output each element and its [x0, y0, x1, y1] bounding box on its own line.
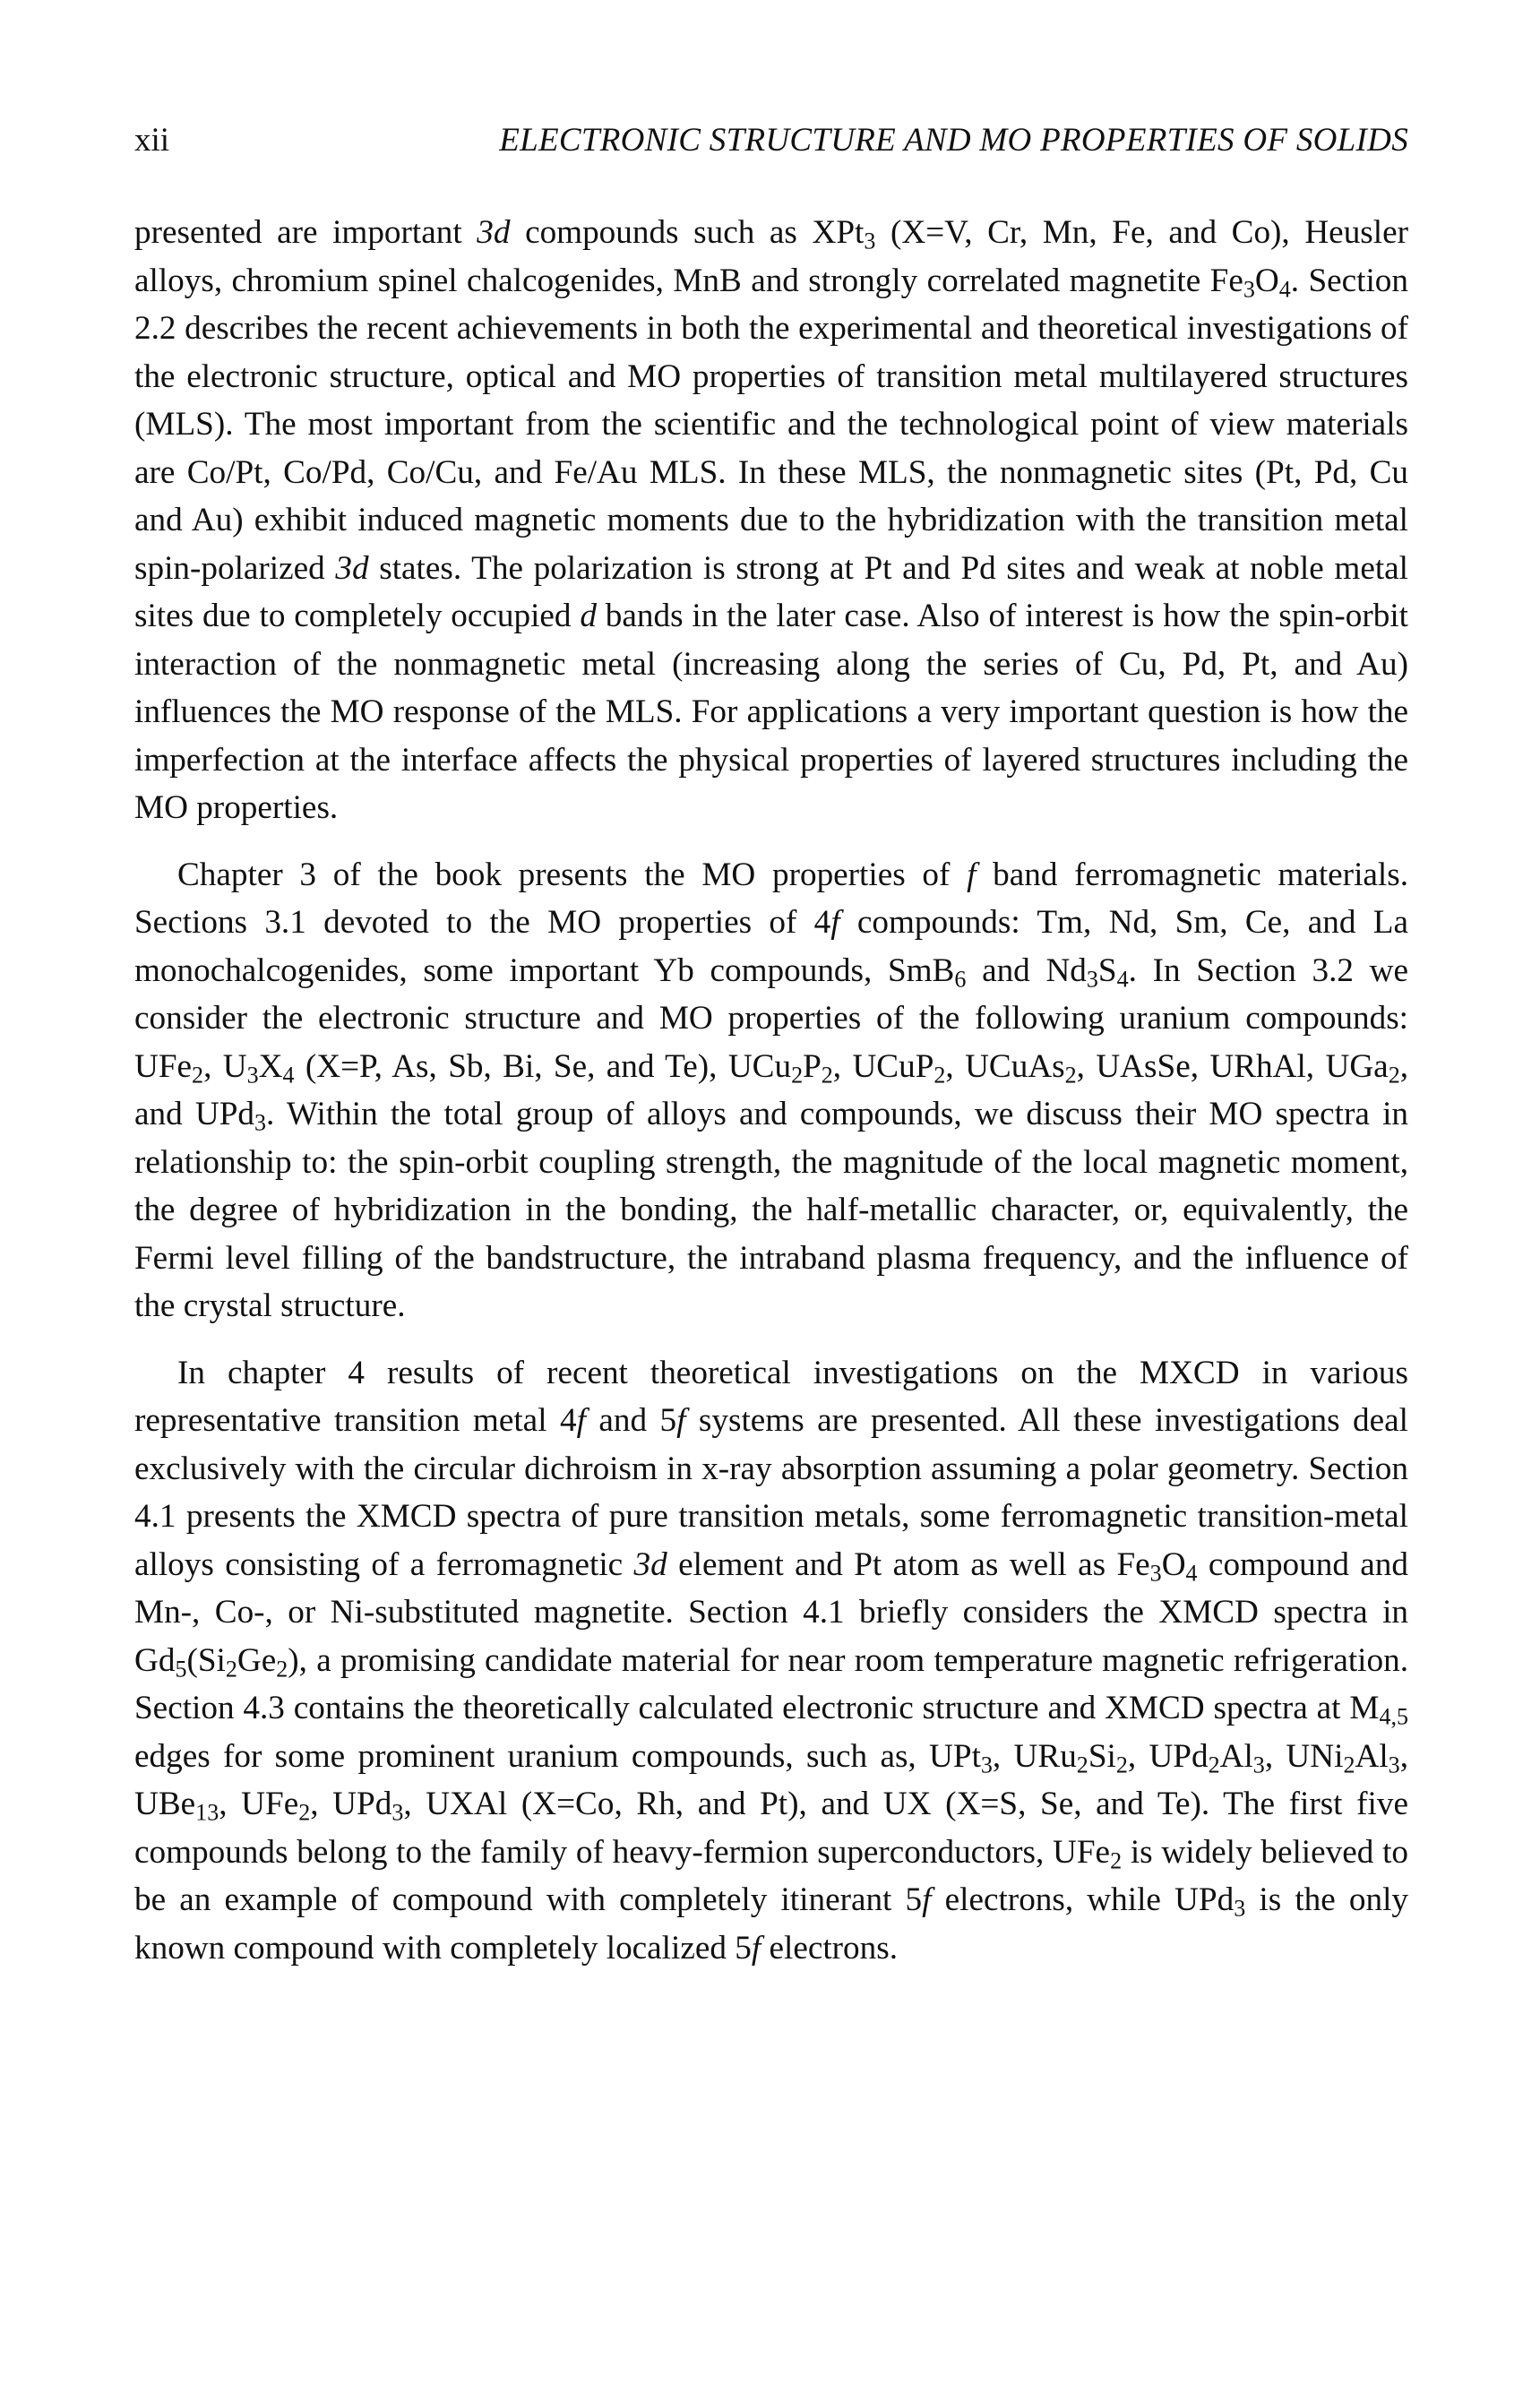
text-run: In chapter 4 results of recent theoretical investigations on the MXCD in various representative transition metal 4 [134, 1354, 1408, 1439]
italic-symbol: 3d [477, 214, 511, 251]
subscript: 3 [1252, 1752, 1265, 1778]
subscript: 4 [1278, 276, 1291, 302]
text-run: . Within the total group of alloys and compounds, we discuss their MO spectra in relationship to: the spin-orbit coupling strength, the magnitude of the local magnetic moment, the degree of hybridization in the bonding, the half-metallic character, or, equivalently, the Fermi level filling of the bandstructure, the intraband plasma frequency, and the influence of the crystal structure. [134, 1096, 1408, 1324]
italic-symbol: f [922, 1881, 932, 1918]
text-run: , U [203, 1047, 247, 1085]
text-run: , UNi [1264, 1737, 1344, 1775]
text-run: (X=P, As, Sb, Bi, Se, and Te), UCu [294, 1047, 792, 1085]
subscript: 2 [1110, 1847, 1123, 1873]
subscript: 4 [1116, 966, 1129, 992]
text-run: compounds such as XPt [510, 214, 865, 251]
text-run: . In Section 3.2 we consider the electronic structure and MO properties of the following uranium compounds: UFe [134, 951, 1409, 1085]
text-run: , UBe [134, 1737, 1408, 1822]
text-run: Chapter 3 of the book presents the MO properties of [177, 856, 968, 893]
subscript: 2 [791, 1062, 804, 1088]
text-run: and 5 [585, 1402, 677, 1439]
text-run: is widely believed to be an example of compound with completely itinerant 5 [134, 1833, 1408, 1918]
text-run: (Si [186, 1641, 226, 1679]
text-run: bands in the later case. Also of interest is how the spin-orbit interaction of the nonmagnetic metal (increasing along the series of Cu, Pd, Pt, and Au) influences the MO response of the MLS. For applications a very important question is how the imperfection at the interface affects the physical properties of layered structures including the MO properties. [134, 598, 1408, 826]
subscript: 13 [195, 1799, 219, 1826]
body-text [134, 209, 1408, 1972]
text-run: , UPd [1127, 1737, 1209, 1775]
text-run: Al [1219, 1737, 1253, 1775]
subscript: 2 [276, 1656, 288, 1682]
text-run: edges for some prominent uranium compounds, such as, UPt [134, 1737, 981, 1775]
running-title: ELECTRONIC STRUCTURE AND MO PROPERTIES OF SOLIDS [499, 122, 1408, 159]
subscript: 2 [1076, 1752, 1088, 1778]
italic-symbol: f [676, 1402, 686, 1439]
text-run: electrons. [761, 1929, 899, 1967]
subscript: 3 [254, 1109, 267, 1136]
subscript: 6 [954, 966, 967, 992]
subscript: 3 [1234, 1895, 1246, 1922]
text-run: , UFe [219, 1786, 299, 1822]
italic-symbol: f [576, 1402, 586, 1439]
text-run: , and UPd [134, 1047, 1408, 1132]
italic-symbol: 3d [633, 1545, 667, 1583]
subscript: 4,5 [1379, 1703, 1408, 1730]
text-run: O [1161, 1545, 1186, 1583]
subscript: 3 [1388, 1752, 1400, 1778]
subscript: 2 [1115, 1752, 1128, 1778]
text-run: Si [1088, 1737, 1116, 1775]
subscript: 5 [175, 1656, 187, 1682]
subscript: 3 [1243, 276, 1255, 302]
subscript: 2 [1064, 1062, 1077, 1088]
subscript: 2 [933, 1062, 946, 1088]
text-run: Al [1355, 1737, 1389, 1775]
subscript: 4 [1185, 1560, 1198, 1586]
text-run: P [803, 1047, 822, 1085]
italic-symbol: f [830, 904, 840, 941]
text-run: , UCuAs [945, 1047, 1065, 1085]
subscript: 3 [1086, 966, 1098, 992]
subscript: 3 [980, 1752, 993, 1778]
subscript: 2 [1343, 1752, 1355, 1778]
text-run: and Nd [966, 951, 1087, 989]
text-run: systems are presented. All these investigations deal exclusively with the circular dichroism in x-ray absorption assuming a polar geometry. Section 4.1 presents the XMCD spectra of pure transition metals, some ferromagnetic transition-metal alloys consisting of a ferromagnetic [134, 1402, 1408, 1583]
subscript: 3 [1149, 1560, 1162, 1586]
subscript: 2 [225, 1656, 237, 1682]
subscript: 2 [298, 1799, 311, 1826]
text-run: O [1254, 262, 1279, 299]
text-run: S [1097, 951, 1117, 989]
text-run: , UXAl (X=Co, Rh, and Pt), and UX (X=S, Se, and Te). The first five compounds belong to the family of heavy-fermion superconductors, UFe [134, 1786, 1408, 1871]
text-run: . Section 2.2 describes the recent achievements in both the experimental and theoretical investigations of the electronic structure, optical and MO properties of transition metal multilayered structures (MLS). The most important from the scientific and the technological point of view materials are Co/Pt, Co/Pd, Co/Cu, and Fe/Au MLS. In these MLS, the nonmagnetic sites (Pt, Pd, Cu and Au) exhibit induced magnetic moments due to the hybridization with the transition metal spin-polarized [134, 262, 1408, 587]
paragraph-sections-2-intro [134, 209, 1408, 832]
subscript: 2 [1388, 1062, 1400, 1088]
text-run: , URu [992, 1737, 1077, 1775]
italic-symbol: 3d [335, 549, 369, 587]
text-run: presented are important [134, 214, 477, 251]
text-run: compounds: Tm, Nd, Sm, Ce, and La monochalcogenides, some important Yb compounds, SmB [134, 904, 1408, 989]
text-run: ), a promising candidate material for near room temperature magnetic refrigeration. Section 4.3 contains the theoretically calculated electronic structure and XMCD spectra at M [134, 1641, 1408, 1726]
text-run: band ferromagnetic materials. Sections 3.1 devoted to the MO properties of 4 [134, 856, 1409, 941]
subscript: 2 [192, 1062, 204, 1088]
subscript: 3 [864, 228, 876, 254]
text-run: Ge [237, 1641, 277, 1679]
italic-symbol: d [580, 598, 597, 634]
text-run: (X=V, Cr, Mn, Fe, and Co), Heusler alloys, chromium spinel chalcogenides, MnB and strongly correlated magnetite Fe [134, 214, 1408, 299]
subscript: 4 [282, 1062, 295, 1088]
text-run: X [258, 1047, 283, 1085]
subscript: 2 [821, 1062, 833, 1088]
paragraph-chapter-4 [134, 1349, 1408, 1973]
text-run: states. The polarization is strong at Pt and Pd sites and weak at noble metal sites due to completely occupied [134, 549, 1408, 634]
subscript: 2 [1208, 1752, 1220, 1778]
page-number: xii [134, 122, 170, 159]
text-run: , UCuP [832, 1047, 934, 1085]
subscript: 3 [246, 1062, 259, 1088]
text-run: , UAsSe, URhAl, UGa [1076, 1047, 1389, 1085]
text-run: is the only known compound with completely localized 5 [134, 1881, 1409, 1967]
text-run: compound and Mn-, Co-, or Ni-substituted magnetite. Section 4.1 briefly considers the XMCD spectra in Gd [134, 1545, 1408, 1679]
italic-symbol: f [751, 1929, 761, 1967]
text-run: electrons, while UPd [931, 1881, 1235, 1918]
paragraph-chapter-3 [134, 851, 1408, 1330]
page-header [134, 118, 1408, 163]
text-run: element and Pt atom as well as Fe [667, 1545, 1150, 1583]
italic-symbol: f [967, 856, 976, 893]
subscript: 3 [391, 1799, 404, 1826]
text-run: , UPd [310, 1786, 392, 1822]
